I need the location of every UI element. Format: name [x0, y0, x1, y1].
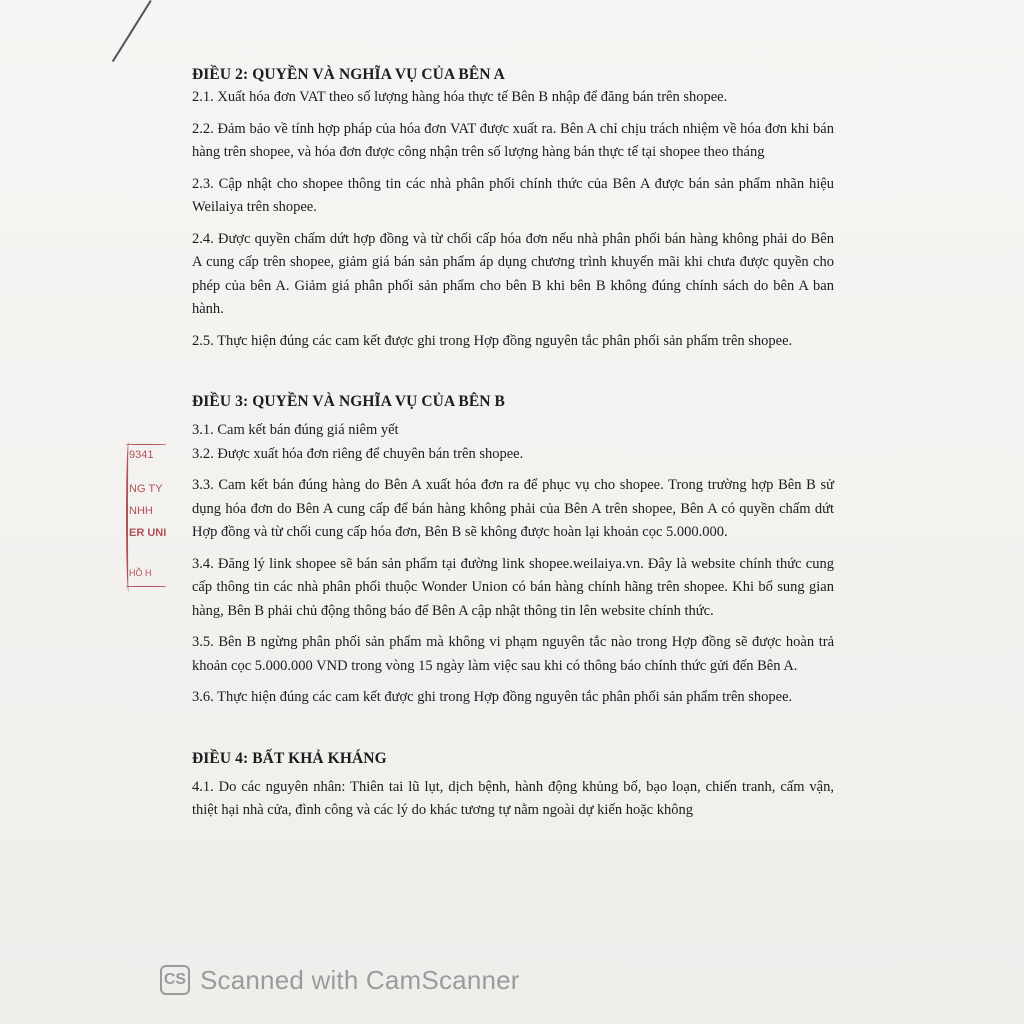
clause-3-2: 3.2. Được xuất hóa đơn riêng để chuyên bán trên shopee.	[192, 445, 524, 462]
camscanner-text: Scanned with CamScanner	[200, 964, 520, 995]
company-stamp	[126, 440, 188, 600]
clause-4-1: 4.1. Do các nguyên nhân: Thiên tai lũ lụt, dịch bệnh, hành động khủng bố, bạo loạn, chiến tranh, cấm vận, thiệt hại nhà cửa, đình công và các lý do khác tương tự nằm ngoài dự kiến hoặc không	[192, 778, 834, 818]
stamp-text-line: 9341	[129, 449, 154, 461]
stamp-arc-top	[126, 444, 166, 445]
camscanner-logo-icon: CS	[160, 965, 190, 995]
camscanner-watermark	[160, 962, 520, 998]
clause-2-1: 2.1. Xuất hóa đơn VAT theo số lượng hàng hóa thực tế Bên B nhập để đăng bán trên shopee.	[192, 89, 728, 105]
stamp-text-line: NHH	[129, 505, 153, 517]
stamp-text-line: NG TY	[129, 483, 163, 495]
article-2-heading: ĐIỀU 2: QUYỀN VÀ NGHĨA VỤ CỦA BÊN A	[192, 66, 505, 83]
clause-3-1: 3.1. Cam kết bán đúng giá niêm yết	[192, 422, 399, 438]
page-fold-mark	[112, 0, 152, 62]
article-3-heading: ĐIỀU 3: QUYỀN VÀ NGHĨA VỤ CỦA BÊN B	[192, 393, 505, 410]
clause-2-2: 2.2. Đảm bảo về tính hợp pháp của hóa đơn VAT được xuất ra. Bên A chỉ chịu trách nhiệm về hóa đơn khi bán hàng trên shopee, và hóa đơn được công nhận trên số lượng hàng bán thực tế tại shopee theo tháng	[192, 120, 834, 160]
clause-3-3: 3.3. Cam kết bán đúng hàng do Bên A xuất hóa đơn ra để phục vụ cho shopee. Trong trường hợp Bên B sử dụng hóa đơn do Bên A cung cấp để bán hàng không phải của Bên A trên shopee, Bên A có quyền chấm dứt Hợp đồng và từ chối cung cấp hóa đơn, Bên B sẽ không được hoàn lại khoản cọc 5.000.000.	[192, 477, 834, 540]
article-4-heading: ĐIỀU 4: BẤT KHẢ KHÁNG	[192, 749, 387, 767]
clause-3-4: 3.4. Đăng lý link shopee sẽ bán sản phẩm tại đường link shopee.weilaiya.vn. Đây là website chính thức cung cấp thông tin các nhà phân phối thuộc Wonder Union có bán hàng chính hãng trên shopee. Khi bổ sung gian hàng, Bên B phải chủ động thông báo để Bên A cập nhật thông tin lên website chính thức.	[192, 555, 834, 619]
stamp-text-line: ER UNI	[129, 527, 167, 539]
clause-3-5: 3.5. Bên B ngừng phân phối sản phẩm mà không vi phạm nguyên tắc nào trong Hợp đồng sẽ được hoàn trả khoản cọc 5.000.000 VND trong vòng 15 ngày làm việc sau khi có thông báo chính thức gửi đến Bên A.	[192, 634, 834, 674]
clause-2-5: 2.5. Thực hiện đúng các cam kết được ghi trong Hợp đồng nguyên tắc phân phối sản phẩm trên shopee.	[192, 332, 793, 349]
contract-body	[192, 58, 834, 823]
clause-3-6: 3.6. Thực hiện đúng các cam kết được ghi trong Hợp đồng nguyên tắc phân phối sản phẩm trên shopee.	[192, 689, 793, 705]
stamp-arc-bottom	[126, 586, 166, 587]
clause-2-3: 2.3. Cập nhật cho shopee thông tin các nhà phân phối chính thức của Bên A được bán sản phẩm nhãn hiệu Weilaiya trên shopee.	[192, 175, 834, 215]
clause-2-4: 2.4. Được quyền chấm dứt hợp đồng và từ chối cấp hóa đơn nếu nhà phân phối bán hàng không phải do Bên A cung cấp trên shopee, giảm giá bán sản phẩm áp dụng chương trình khuyến mãi khi chưa được quyền cho phép của bên A. Giảm giá phân phối sản phẩm cho bên B khi bên B không đúng chính sách do bên A ban hành.	[192, 230, 834, 317]
stamp-text-line: HỒ H	[129, 568, 152, 578]
